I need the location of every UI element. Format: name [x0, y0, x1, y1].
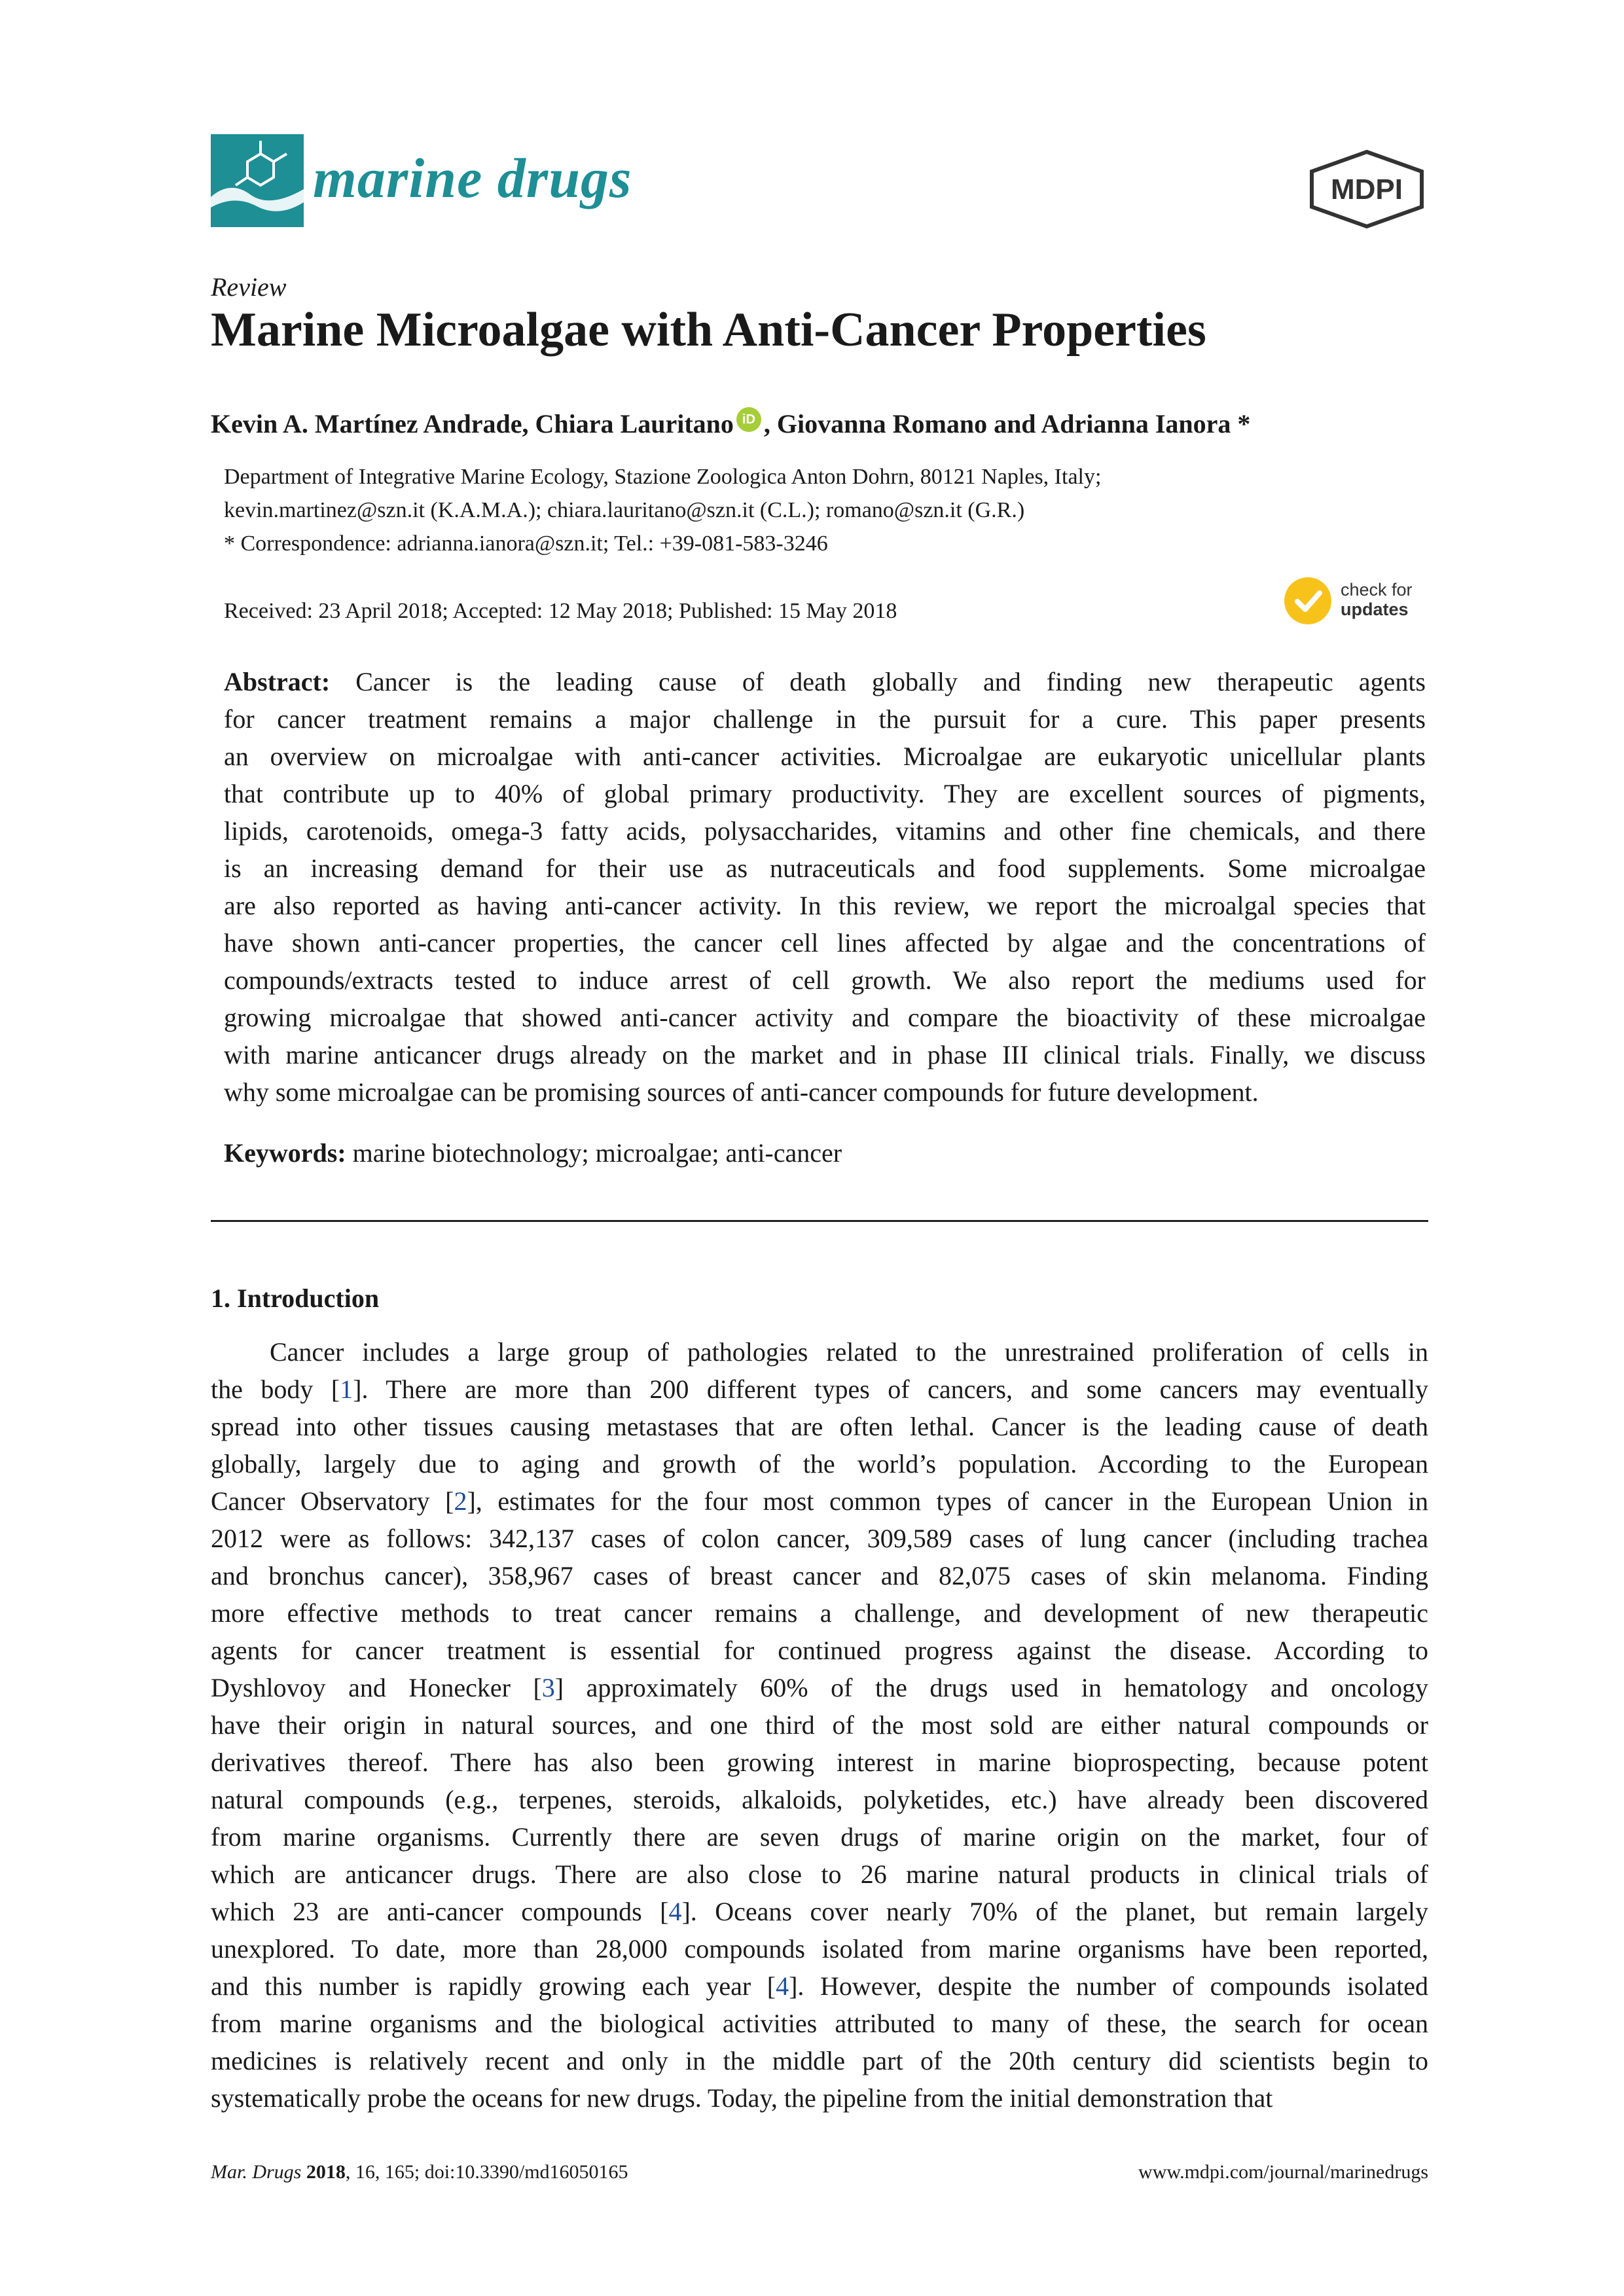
paragraph-line: derivatives thereof. There has also been growing interest in marine bioprospecting, because potent	[211, 1748, 1428, 1777]
paragraph-line: Cancer Observatory [2], estimates for the four most common types of cancer in the European Union in	[211, 1486, 1428, 1516]
mdpi-logo-text: MDPI	[1331, 173, 1403, 206]
abstract-line: why some microalgae can be promising sources of anti-cancer compounds for future development.	[224, 1077, 1259, 1107]
journal-name: marine drugs	[313, 147, 632, 209]
affiliation-block	[224, 460, 1101, 560]
abstract-line: Abstract: Cancer is the leading cause of death globally and finding new therapeutic agents	[224, 667, 1426, 696]
citation-link[interactable]: 3	[541, 1673, 555, 1702]
paragraph-line: Cancer includes a large group of pathologies related to the unrestrained proliferation of cells in	[270, 1337, 1428, 1367]
citation-link[interactable]: 4	[776, 1971, 789, 2001]
citation-link[interactable]: 4	[668, 1897, 682, 1926]
abstract-line: an overview on microalgae with anti-cancer activities. Microalgae are eukaryotic unicellular plants	[224, 742, 1426, 771]
citation-link[interactable]: 1	[340, 1374, 353, 1404]
paragraph-line: agents for cancer treatment is essential for continued progress against the disease. According to	[211, 1636, 1428, 1665]
paragraph-line: the body [1]. There are more than 200 different types of cancers, and some cancers may eventually	[211, 1374, 1428, 1404]
paragraph-line: spread into other tissues causing metastases that are often lethal. Cancer is the leading cause of death	[211, 1412, 1428, 1441]
paragraph-line: globally, largely due to aging and growth of the world’s population. According to the European	[211, 1449, 1428, 1479]
paragraph-line: which are anticancer drugs. There are also close to 26 marine natural products in clinical trials of	[211, 1859, 1428, 1889]
paragraph-line: from marine organisms and the biological activities attributed to many of these, the search for ocean	[211, 2009, 1428, 2038]
check-for-updates-badge[interactable]	[1284, 577, 1428, 630]
authors-part1: Kevin A. Martínez Andrade, Chiara Lauritano	[211, 409, 734, 439]
paragraph-line: medicines is relatively recent and only in the middle part of the 20th century did scientists begin to	[211, 2046, 1428, 2075]
paragraph-line: natural compounds (e.g., terpenes, steroids, alkaloids, polyketides, etc.) have already been discovered	[211, 1785, 1428, 1814]
footer-journal-abbrev: Mar. Drugs	[211, 2161, 302, 2183]
abstract-line: compounds/extracts tested to induce arrest of cell growth. We also report the mediums used for	[224, 965, 1426, 995]
checkmark-icon	[1284, 577, 1331, 624]
paragraph-line: systematically probe the oceans for new drugs. Today, the pipeline from the initial demonstration that	[211, 2083, 1273, 2113]
publication-dates: Received: 23 April 2018; Accepted: 12 May 2018; Published: 15 May 2018	[224, 599, 897, 623]
keywords-label: Keywords:	[224, 1138, 346, 1168]
abstract-line: growing microalgae that showed anti-cancer activity and compare the bioactivity of these microalgae	[224, 1003, 1426, 1032]
footer-volume: , 16,	[345, 2161, 385, 2183]
introduction-body	[211, 1333, 1428, 2117]
affiliation-line: Department of Integrative Marine Ecology, Stazione Zoologica Anton Dohrn, 80121 Naples, Italy;	[224, 465, 1102, 489]
paragraph-line: which 23 are anti-cancer compounds [4]. Oceans cover nearly 70% of the planet, but remain largely	[211, 1897, 1428, 1926]
abstract-line: is an increasing demand for their use as nutraceuticals and food supplements. Some microalgae	[224, 853, 1426, 883]
check-updates-line2: updates	[1341, 600, 1409, 619]
abstract	[224, 663, 1426, 1111]
article-title: Marine Microalgae with Anti-Cancer Properties	[211, 303, 1206, 357]
orcid-icon[interactable]: iD	[736, 407, 761, 432]
author-list	[211, 407, 1250, 439]
authors-part2: , Giovanna Romano and Adrianna Ianora *	[763, 409, 1251, 439]
footer-journal-url[interactable]: www.mdpi.com/journal/marinedrugs	[1138, 2161, 1428, 2183]
paragraph-line: and this number is rapidly growing each year [4]. However, despite the number of compounds isolated	[211, 1971, 1428, 2001]
keywords-text: marine biotechnology; microalgae; anti-cancer	[346, 1138, 842, 1168]
footer-doi: 165; doi:10.3390/md16050165	[384, 2161, 628, 2183]
keywords	[224, 1138, 842, 1168]
check-updates-text	[1341, 580, 1413, 619]
paragraph-line: have their origin in natural sources, and one third of the most sold are either natural compounds or	[211, 1710, 1428, 1740]
abstract-line: are also reported as having anti-cancer activity. In this review, we report the microalgal species that	[224, 891, 1426, 920]
check-updates-line1: check for	[1341, 580, 1413, 600]
abstract-line: lipids, carotenoids, omega-3 fatty acids, polysaccharides, vitamins and other fine chemicals, and there	[224, 816, 1426, 846]
paragraph-line: Dyshlovoy and Honecker [3] approximately 60% of the drugs used in hematology and oncology	[211, 1673, 1428, 1702]
section-heading: 1. Introduction	[211, 1283, 380, 1313]
mdpi-logo	[1307, 149, 1427, 229]
correspondence: * Correspondence: adrianna.ianora@szn.it; Tel.: +39-081-583-3246	[224, 531, 828, 556]
paragraph-line: unexplored. To date, more than 28,000 compounds isolated from marine organisms have been reported,	[211, 1934, 1428, 1964]
paragraph-line: 2012 were as follows: 342,137 cases of colon cancer, 309,589 cases of lung cancer (including trachea	[211, 1524, 1428, 1553]
footer-citation	[211, 2161, 628, 2183]
abstract-label: Abstract:	[224, 667, 331, 696]
paragraph-line: and bronchus cancer), 358,967 cases of breast cancer and 82,075 cases of skin melanoma. Finding	[211, 1561, 1428, 1590]
citation-link[interactable]: 2	[454, 1486, 467, 1516]
paragraph-line: more effective methods to treat cancer remains a challenge, and development of new therapeutic	[211, 1598, 1428, 1628]
section-divider	[211, 1220, 1428, 1222]
footer-year: 2018	[301, 2161, 346, 2183]
author-emails: kevin.martinez@szn.it (K.A.M.A.); chiara.lauritano@szn.it (C.L.); romano@szn.it (G.R.)	[224, 498, 1025, 522]
paragraph-line: from marine organisms. Currently there are seven drugs of marine origin on the market, four of	[211, 1822, 1428, 1852]
abstract-line: with marine anticancer drugs already on the market and in phase III clinical trials. Finally, we discuss	[224, 1040, 1426, 1069]
journal-logo-icon	[211, 134, 304, 227]
abstract-line: have shown anti-cancer properties, the cancer cell lines affected by algae and the concentrations of	[224, 928, 1426, 958]
abstract-line: for cancer treatment remains a major challenge in the pursuit for a cure. This paper presents	[224, 704, 1426, 734]
abstract-line: that contribute up to 40% of global primary productivity. They are excellent sources of pigments,	[224, 779, 1426, 808]
article-type: Review	[211, 272, 287, 302]
